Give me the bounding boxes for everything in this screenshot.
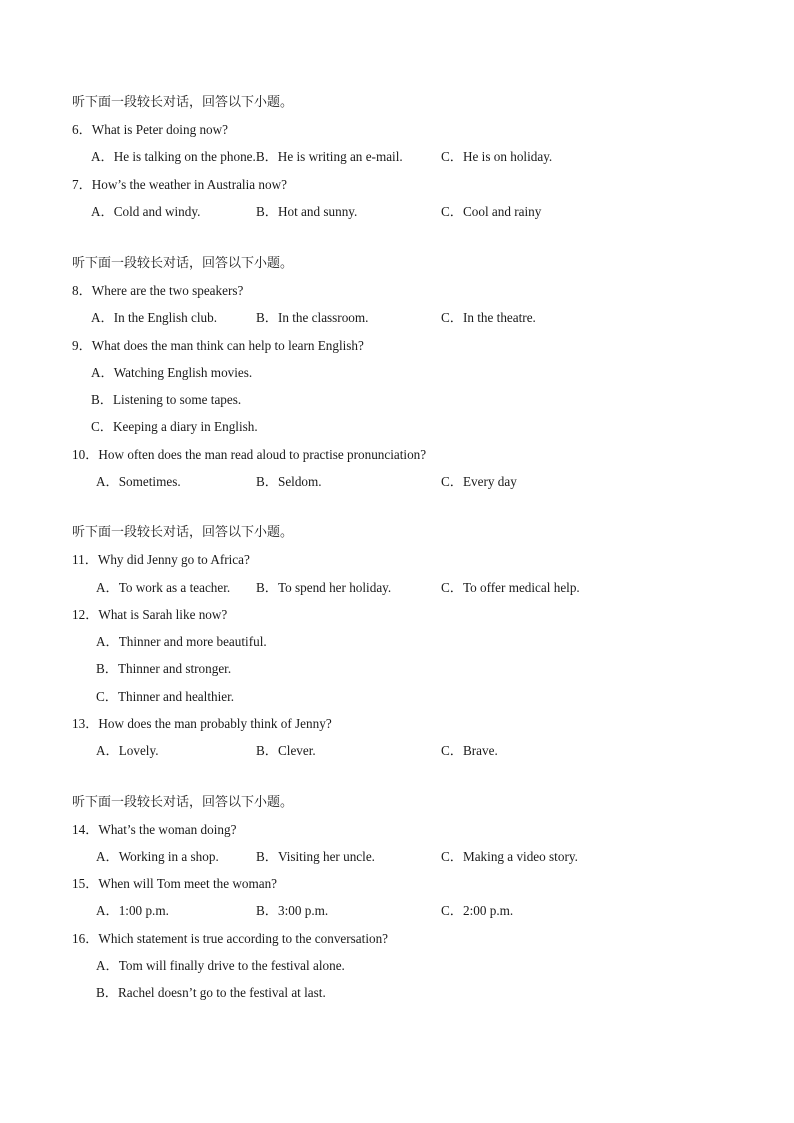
option-text: A．Lovely. [96, 743, 159, 758]
option-text: A．Tom will finally drive to the festival alone. [96, 958, 345, 973]
question-stem: 15．When will Tom meet the woman? [72, 876, 278, 891]
question-stem: 14．What’s the woman doing? [72, 822, 237, 837]
question-stem: 10．How often does the man read aloud to practise pronunciation? [72, 447, 427, 462]
options-row [0, 847, 794, 867]
option-text: B．Clever. [256, 743, 316, 758]
option-text: C．Keeping a diary in English. [91, 419, 258, 434]
option-text: C．2:00 p.m. [441, 903, 514, 918]
option-text: C．Thinner and healthier. [96, 689, 235, 704]
option-text: B．Seldom. [256, 474, 322, 489]
option-text: B．Hot and sunny. [256, 204, 358, 219]
section-heading: 听下面一段较长对话，回答以下小题。 [72, 256, 294, 271]
option-text: C．In the theatre. [441, 310, 536, 325]
question-stem: 12．What is Sarah like now? [72, 607, 228, 622]
option-text: C．He is on holiday. [441, 149, 553, 164]
option-text: B．Listening to some tapes. [91, 392, 242, 407]
question-stem: 7．How’s the weather in Australia now? [72, 177, 287, 192]
section-heading: 听下面一段较长对话，回答以下小题。 [72, 525, 294, 540]
question-stem: 16．Which statement is true according to the conversation? [72, 931, 389, 946]
option-text: C．Cool and rainy [441, 204, 542, 219]
section-heading: 听下面一段较长对话，回答以下小题。 [72, 95, 294, 110]
option-row [0, 983, 794, 1003]
option-text: C．Every day [441, 474, 517, 489]
option-text: A．Cold and windy. [91, 204, 201, 219]
option-row [0, 956, 794, 976]
option-row [0, 363, 794, 383]
option-text: C．To offer medical help. [441, 580, 580, 595]
question-stem: 6．What is Peter doing now? [72, 122, 229, 137]
section-heading: 听下面一段较长对话，回答以下小题。 [72, 795, 294, 810]
option-row [0, 417, 794, 437]
options-row [0, 472, 794, 492]
option-text: A．Watching English movies. [91, 365, 253, 380]
option-row [0, 390, 794, 410]
option-row [0, 632, 794, 652]
options-row [0, 202, 794, 222]
option-text: B．3:00 p.m. [256, 903, 329, 918]
options-row [0, 147, 794, 167]
option-text: A．Thinner and more beautiful. [96, 634, 267, 649]
question-stem: 11．Why did Jenny go to Africa? [72, 552, 250, 567]
option-row [0, 659, 794, 679]
option-text: A．1:00 p.m. [96, 903, 169, 918]
options-row [0, 741, 794, 761]
option-row [0, 687, 794, 707]
option-text: A．To work as a teacher. [96, 580, 231, 595]
option-text: B．Thinner and stronger. [96, 661, 232, 676]
option-text: A．He is talking on the phone.B．He is writing an e-mail. [91, 149, 403, 164]
question-stem: 9．What does the man think can help to learn English? [72, 338, 364, 353]
option-text: A．Working in a shop. [96, 849, 219, 864]
option-text: C．Making a video story. [441, 849, 578, 864]
option-text: A．Sometimes. [96, 474, 181, 489]
options-row [0, 308, 794, 328]
question-stem: 13．How does the man probably think of Jenny? [72, 716, 332, 731]
option-text: A．In the English club. [91, 310, 217, 325]
option-text: B．To spend her holiday. [256, 580, 392, 595]
options-row [0, 901, 794, 921]
option-text: B．In the classroom. [256, 310, 369, 325]
option-text: C．Brave. [441, 743, 498, 758]
options-row [0, 578, 794, 598]
option-text: B．Visiting her uncle. [256, 849, 375, 864]
question-stem: 8．Where are the two speakers? [72, 283, 244, 298]
option-text: B．Rachel doesn’t go to the festival at last. [96, 985, 326, 1000]
